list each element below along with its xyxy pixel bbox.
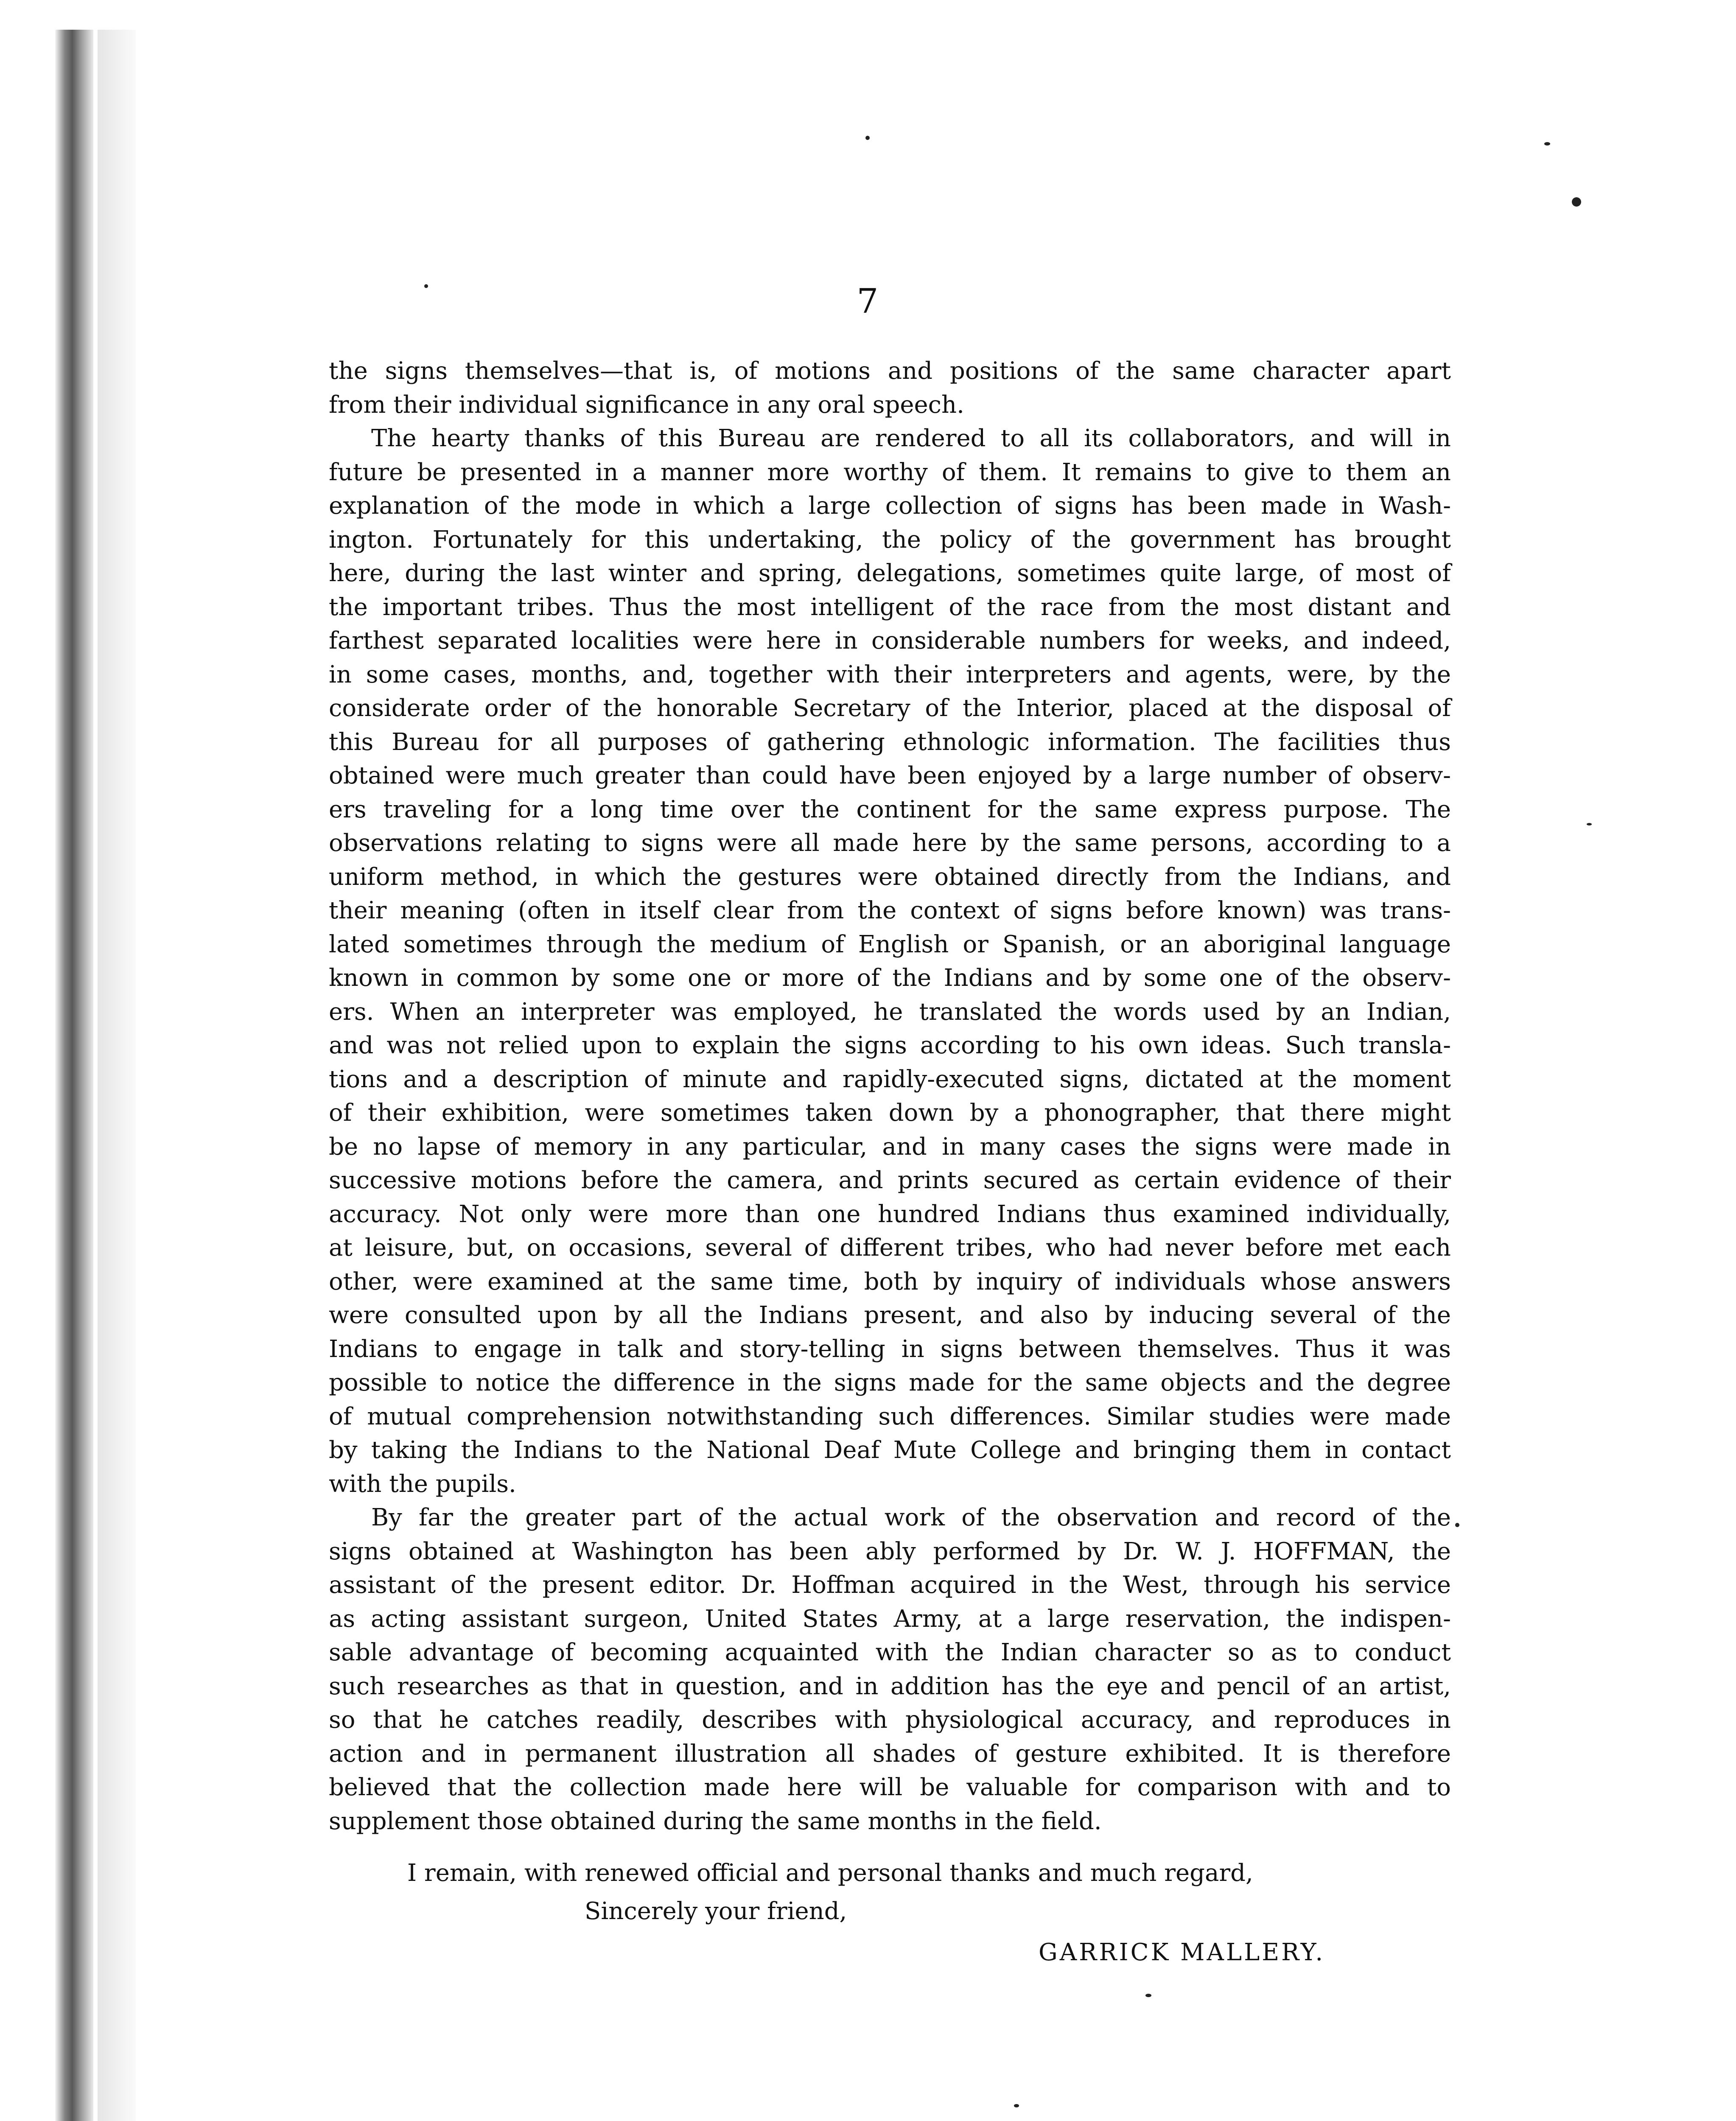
- text-line: accuracy. Not only were more than one hundred Indians thus examined individually,: [329, 1200, 1451, 1228]
- page-number: 7: [857, 281, 879, 321]
- text-line: supplement those obtained during the same months in the field.: [329, 1807, 1102, 1835]
- text-line: considerate order of the honorable Secretary of the Interior, placed at the disposal of: [329, 694, 1451, 722]
- text-line: possible to notice the difference in the signs made for the same objects and the degree: [329, 1369, 1451, 1396]
- letter-body: [329, 354, 1451, 1838]
- text-line: be no lapse of memory in any particular, and in many cases the signs were made in: [329, 1133, 1451, 1161]
- text-line: uniform method, in which the gestures were obtained directly from the Indians, and: [329, 863, 1451, 891]
- text-line: action and in permanent illustration all shades of gesture exhibited. It is therefore: [329, 1740, 1451, 1768]
- text-line: ers. When an interpreter was employed, he translated the words used by an Indian,: [329, 998, 1451, 1026]
- text-line: signs obtained at Washington has been ably performed by Dr. W. J. HOFFMAN, the: [329, 1537, 1451, 1565]
- text-line: such researches as that in question, and in addition has the eye and pencil of an artist,: [329, 1672, 1451, 1700]
- text-line: this Bureau for all purposes of gathering ethnologic information. The facilities thus: [329, 728, 1451, 756]
- text-line: successive motions before the camera, and prints secured as certain evidence of their: [329, 1167, 1451, 1194]
- scan-binding-shadow: [55, 30, 93, 2121]
- text-line: sable advantage of becoming acquainted with the Indian character so as to conduct: [329, 1639, 1451, 1666]
- scan-speck: [1587, 823, 1592, 825]
- scan-speck: [424, 284, 428, 288]
- text-line: as acting assistant surgeon, United States Army, at a large reservation, the indispen-: [329, 1605, 1451, 1633]
- text-line: future be presented in a manner more worthy of them. It remains to give to them an: [329, 458, 1451, 486]
- text-line: of their exhibition, were sometimes taken down by a phonographer, that there might: [329, 1099, 1451, 1127]
- text-line: known in common by some one or more of the Indians and by some one of the observ-: [329, 964, 1451, 992]
- text-line: were consulted upon by all the Indians present, and also by inducing several of the: [329, 1301, 1451, 1329]
- text-line: explanation of the mode in which a large collection of signs has been made in Wash-: [329, 492, 1451, 520]
- text-line: observations relating to signs were all made here by the same persons, according to a: [329, 829, 1451, 857]
- text-line: farthest separated localities were here in considerable numbers for weeks, and indeed,: [329, 627, 1451, 655]
- scan-speck: [1014, 2104, 1019, 2107]
- closing-line: I remain, with renewed official and personal thanks and much regard,: [407, 1859, 1253, 1887]
- text-line: assistant of the present editor. Dr. Hoffman acquired in the West, through his service: [329, 1571, 1451, 1599]
- text-line: with the pupils.: [329, 1470, 516, 1498]
- text-line: Indians to engage in talk and story-telling in signs between themselves. Thus it was: [329, 1335, 1451, 1363]
- text-line: obtained were much greater than could have been enjoyed by a large number of observ-: [329, 762, 1451, 789]
- text-line: By far the greater part of the actual work of the observation and record of the: [371, 1504, 1451, 1531]
- scan-speck: [1455, 1523, 1459, 1527]
- signature: GARRICK MALLERY.: [1039, 1939, 1325, 1966]
- text-line: ington. Fortunately for this undertaking, the policy of the government has brought: [329, 526, 1451, 554]
- text-line: their meaning (often in itself clear from the context of signs before known) was trans-: [329, 897, 1451, 924]
- text-line: the signs themselves—that is, of motions and positions of the same character apart: [329, 357, 1451, 385]
- text-line: ers traveling for a long time over the continent for the same express purpose. The: [329, 795, 1451, 823]
- scan-speck: [1544, 142, 1550, 146]
- text-line: of mutual comprehension notwithstanding such differences. Similar studies were made: [329, 1402, 1451, 1430]
- text-line: believed that the collection made here will be valuable for comparison with and to: [329, 1774, 1451, 1801]
- text-line: the important tribes. Thus the most intelligent of the race from the most distant and: [329, 593, 1451, 621]
- text-line: and was not relied upon to explain the signs according to his own ideas. Such transla-: [329, 1032, 1451, 1059]
- text-line: here, during the last winter and spring, delegations, sometimes quite large, of most of: [329, 560, 1451, 587]
- text-line: at leisure, but, on occasions, several of different tribes, who had never before met each: [329, 1234, 1451, 1262]
- salutation: Sincerely your friend,: [585, 1897, 847, 1925]
- scan-speck: [1145, 1994, 1151, 1997]
- text-line: The hearty thanks of this Bureau are rendered to all its collaborators, and will in: [371, 425, 1451, 452]
- text-line: by taking the Indians to the National Deaf Mute College and bringing them in contact: [329, 1436, 1451, 1464]
- text-line: tions and a description of minute and rapidly-executed signs, dictated at the moment: [329, 1065, 1451, 1093]
- text-line: from their individual significance in any oral speech.: [329, 391, 964, 419]
- text-line: so that he catches readily, describes with physiological accuracy, and reproduces in: [329, 1706, 1451, 1734]
- scan-speck: [1572, 197, 1581, 207]
- scan-speck: [865, 136, 870, 140]
- text-line: other, were examined at the same time, both by inquiry of individuals whose answers: [329, 1268, 1451, 1296]
- scan-binding-fade: [98, 30, 136, 2121]
- text-line: in some cases, months, and, together with their interpreters and agents, were, by the: [329, 660, 1451, 688]
- text-line: lated sometimes through the medium of English or Spanish, or an aboriginal language: [329, 930, 1451, 958]
